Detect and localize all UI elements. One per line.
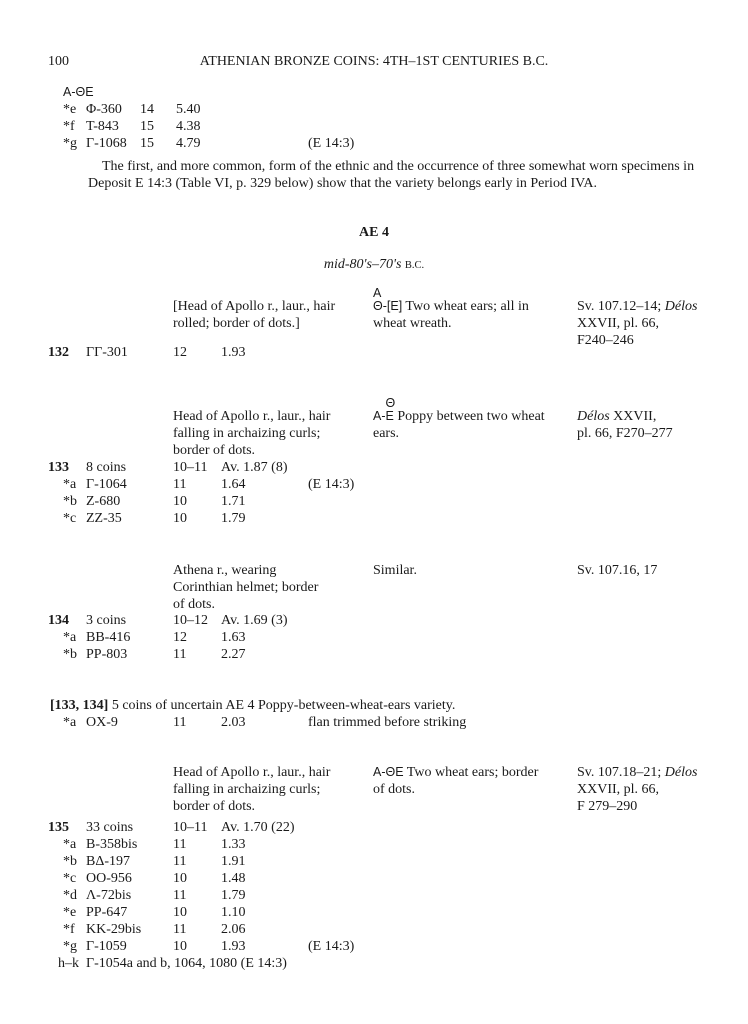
- specimen-diameter: 11: [173, 477, 187, 492]
- reference-segment: Sv. 107.16, 17: [577, 563, 658, 578]
- specimen-diameter: 12: [173, 630, 187, 645]
- reference-line: [577, 798, 637, 815]
- specimen-diameter: 11: [173, 922, 187, 937]
- extra-specimens: Γ-1054a and b, 1064, 1080 (E 14:3): [86, 956, 287, 971]
- reverse-description-line: [373, 764, 538, 781]
- reference-segment: Délos: [577, 409, 610, 424]
- specimen-row: [0, 887, 748, 904]
- specimen-inventory: Z-680: [86, 494, 121, 509]
- specimen-label: *a: [63, 477, 77, 492]
- average-weight: Av. 1.69 (3): [221, 613, 288, 628]
- reverse-text: Two wheat ears; all in: [402, 299, 529, 314]
- specimen-count: 8 coins: [86, 460, 127, 475]
- specimen-diameter: 10: [173, 871, 187, 886]
- specimen-row: [0, 493, 748, 510]
- specimen-diameter: 10: [173, 494, 187, 509]
- specimen-label: *c: [63, 511, 77, 526]
- reference-segment: F 279–290: [577, 799, 638, 814]
- type-number: 135: [48, 820, 69, 835]
- specimen-diameter: 11: [173, 715, 187, 730]
- legend-stack: [373, 286, 403, 315]
- specimen-row: [0, 714, 748, 731]
- specimen-inventory: OX-9: [86, 715, 118, 730]
- specimen-label: *b: [63, 647, 77, 662]
- specimen-weight: 1.10: [221, 905, 246, 920]
- legend-top: Θ: [385, 396, 396, 410]
- reverse-text: of dots.: [373, 782, 415, 797]
- reference-segment: Délos: [664, 299, 698, 314]
- specimen-inventory: Γ-1064: [86, 477, 127, 492]
- specimen-row: [0, 921, 748, 938]
- reverse-text: wheat wreath.: [373, 316, 452, 331]
- specimen-diameter: 11: [173, 888, 187, 903]
- specimen-weight: 1.93: [221, 939, 246, 954]
- specimen-label: *f: [63, 119, 75, 134]
- specimen-label: *b: [63, 494, 77, 509]
- specimen-weight: 2.03: [221, 715, 246, 730]
- specimen-inventory: PP-803: [86, 647, 128, 662]
- obverse-description-line: Head of Apollo r., laur., hair: [173, 409, 331, 424]
- reference-segment: Sv. 107.18–21;: [577, 765, 665, 780]
- specimen-diameter: 14: [140, 102, 154, 117]
- legend-prefix: A-: [373, 409, 386, 423]
- obverse-description-line: border of dots.: [173, 799, 256, 814]
- legend-top: A: [373, 286, 382, 300]
- specimen-row: [0, 135, 748, 152]
- obverse-description-line: [Head of Apollo r., laur., hair: [173, 299, 336, 314]
- specimen-weight: 1.33: [221, 837, 246, 852]
- obverse-description-line: of dots.: [173, 597, 215, 612]
- specimen-row: [0, 101, 748, 118]
- specimen-label: *e: [63, 102, 77, 117]
- reverse-description-line: [373, 425, 399, 442]
- date-heading: [0, 256, 748, 274]
- reference-line: [577, 562, 657, 579]
- page-number: 100: [48, 54, 69, 69]
- specimen-note: (E 14:3): [308, 477, 355, 492]
- specimen-weight: 1.79: [221, 511, 246, 526]
- specimen-diameter: 10: [173, 905, 187, 920]
- reverse-text: Poppy between two wheat: [393, 409, 545, 424]
- specimen-row: [0, 510, 748, 527]
- specimen-label: *c: [63, 871, 77, 886]
- obverse-description-line: Head of Apollo r., laur., hair: [173, 765, 331, 780]
- uncertain-text: 5 coins of uncertain AE 4 Poppy-between-wheat-ears variety.: [108, 698, 456, 713]
- specimen-count: 33 coins: [86, 820, 134, 835]
- specimen-label: *b: [63, 854, 77, 869]
- legend-bottom: Θ-[E]: [373, 299, 403, 313]
- denomination-heading: AE 4: [359, 225, 389, 240]
- specimen-inventory: Φ-360: [86, 102, 122, 117]
- reference-line: [577, 315, 659, 332]
- specimen-count: ΓΓ-301: [86, 345, 128, 360]
- specimen-diameter: 15: [140, 119, 154, 134]
- specimen-weight: 1.63: [221, 630, 246, 645]
- specimen-diameter: 11: [173, 837, 187, 852]
- average-weight: Av. 1.70 (22): [221, 820, 295, 835]
- specimen-label: *a: [63, 715, 77, 730]
- average-weight: Av. 1.87 (8): [221, 460, 288, 475]
- specimen-inventory: BΔ-197: [86, 854, 131, 869]
- legend-bottom: E: [385, 409, 394, 423]
- specimen-inventory: Γ-1068: [86, 136, 127, 151]
- obverse-description-line: rolled; border of dots.]: [173, 316, 300, 331]
- specimen-weight: 2.27: [221, 647, 246, 662]
- specimen-diameter: 11: [173, 854, 187, 869]
- reverse-text: ears.: [373, 426, 400, 441]
- specimen-inventory: OO-956: [86, 871, 132, 886]
- specimen-row: [0, 836, 748, 853]
- specimen-weight: 1.91: [221, 854, 246, 869]
- extra-label: h–k: [58, 956, 79, 971]
- legend-prefix: A-ΘE: [373, 765, 404, 779]
- specimen-inventory: Λ-72bis: [86, 888, 132, 903]
- specimen-note: flan trimmed before striking: [308, 715, 467, 730]
- reverse-description-line: [373, 396, 545, 425]
- specimen-weight: 1.71: [221, 494, 246, 509]
- reference-line: [577, 332, 634, 349]
- specimen-diameter: 10: [173, 939, 187, 954]
- reference-line: [577, 408, 656, 425]
- obverse-description-line: Corinthian helmet; border: [173, 580, 319, 595]
- reference-segment: XXVII,: [609, 409, 657, 424]
- uncertain-numbers: [133, 134]: [50, 698, 109, 713]
- specimen-label: *a: [63, 837, 77, 852]
- date-era: B.C.: [404, 260, 425, 271]
- specimen-weight: 4.38: [176, 119, 201, 134]
- specimen-inventory: T-843: [86, 119, 119, 134]
- diameter-range: 10–11: [173, 820, 208, 835]
- specimen-inventory: BB-416: [86, 630, 131, 645]
- specimen-weight: 1.48: [221, 871, 246, 886]
- reference-segment: pl. 66, F270–277: [577, 426, 673, 441]
- diameter-range: 10–12: [173, 613, 208, 628]
- ethnic-legend: A-ΘE: [63, 85, 94, 99]
- specimen-diameter: 15: [140, 136, 154, 151]
- specimen-inventory: ZZ-35: [86, 511, 122, 526]
- specimen-label: *g: [63, 136, 77, 151]
- date-range: mid-80's–70's: [323, 257, 402, 272]
- reference-segment: XXVII, pl. 66,: [577, 782, 660, 797]
- type-number: 132: [48, 345, 69, 360]
- reverse-description-line: [373, 562, 417, 579]
- commentary-paragraph: The first, and more common, form of the ethnic and the occurrence of three somewhat worn specimens in Deposit E 14:3 (Table VI, p. 329 below) show that the variety belongs early in Period IVA.: [88, 159, 695, 191]
- specimen-inventory: Γ-1059: [86, 939, 127, 954]
- specimen-inventory: KK-29bis: [86, 922, 142, 937]
- specimen-inventory: B-358bis: [86, 837, 138, 852]
- specimen-label: *g: [63, 939, 77, 954]
- specimen-weight: 1.64: [221, 477, 246, 492]
- specimen-diameter: 10: [173, 511, 187, 526]
- specimen-note: (E 14:3): [308, 136, 355, 151]
- specimen-diameter: 11: [173, 647, 187, 662]
- specimen-note: (E 14:3): [308, 939, 355, 954]
- specimen-weight: 2.06: [221, 922, 246, 937]
- specimen-label: *d: [63, 888, 77, 903]
- reference-segment: Sv. 107.12–14;: [577, 299, 665, 314]
- specimen-row: [0, 476, 748, 493]
- reverse-description-line: [373, 315, 452, 332]
- obverse-description-line: falling in archaizing curls;: [173, 782, 321, 797]
- specimen-weight: 5.40: [176, 102, 201, 117]
- uncertain-heading: [50, 697, 455, 714]
- average-weight: 1.93: [221, 345, 246, 360]
- specimen-row: [0, 118, 748, 135]
- legend-stack: [385, 396, 396, 425]
- specimen-weight: 1.79: [221, 888, 246, 903]
- specimen-row: [0, 853, 748, 870]
- specimen-row: [0, 938, 748, 955]
- obverse-description-line: border of dots.: [173, 443, 256, 458]
- specimen-weight: 4.79: [176, 136, 201, 151]
- reference-segment: Délos: [664, 765, 698, 780]
- obverse-description-line: falling in archaizing curls;: [173, 426, 321, 441]
- reverse-text: Two wheat ears; border: [403, 765, 539, 780]
- obverse-description-line: Athena r., wearing: [173, 563, 277, 578]
- reference-line: [577, 781, 659, 798]
- specimen-row: [0, 870, 748, 887]
- specimen-row: [0, 646, 748, 663]
- type-number: 134: [48, 613, 69, 628]
- reference-segment: XXVII, pl. 66,: [577, 316, 660, 331]
- specimen-row: [0, 904, 748, 921]
- reverse-description-line: [373, 286, 529, 315]
- reference-line: [577, 298, 697, 315]
- specimen-label: *a: [63, 630, 77, 645]
- type-number: 133: [48, 460, 69, 475]
- reference-segment: F240–246: [577, 333, 634, 348]
- specimen-inventory: PP-647: [86, 905, 128, 920]
- specimen-row: [0, 629, 748, 646]
- reverse-text: Similar.: [373, 563, 417, 578]
- specimen-label: *f: [63, 922, 75, 937]
- reference-line: [577, 764, 697, 781]
- diameter-range: 10–11: [173, 460, 208, 475]
- specimen-label: *e: [63, 905, 77, 920]
- specimen-count: 3 coins: [86, 613, 127, 628]
- reference-line: [577, 425, 673, 442]
- reverse-description-line: [373, 781, 415, 798]
- diameter-range: 12: [173, 345, 187, 360]
- running-title: ATHENIAN BRONZE COINS: 4TH–1ST CENTURIES B.C.: [199, 54, 549, 69]
